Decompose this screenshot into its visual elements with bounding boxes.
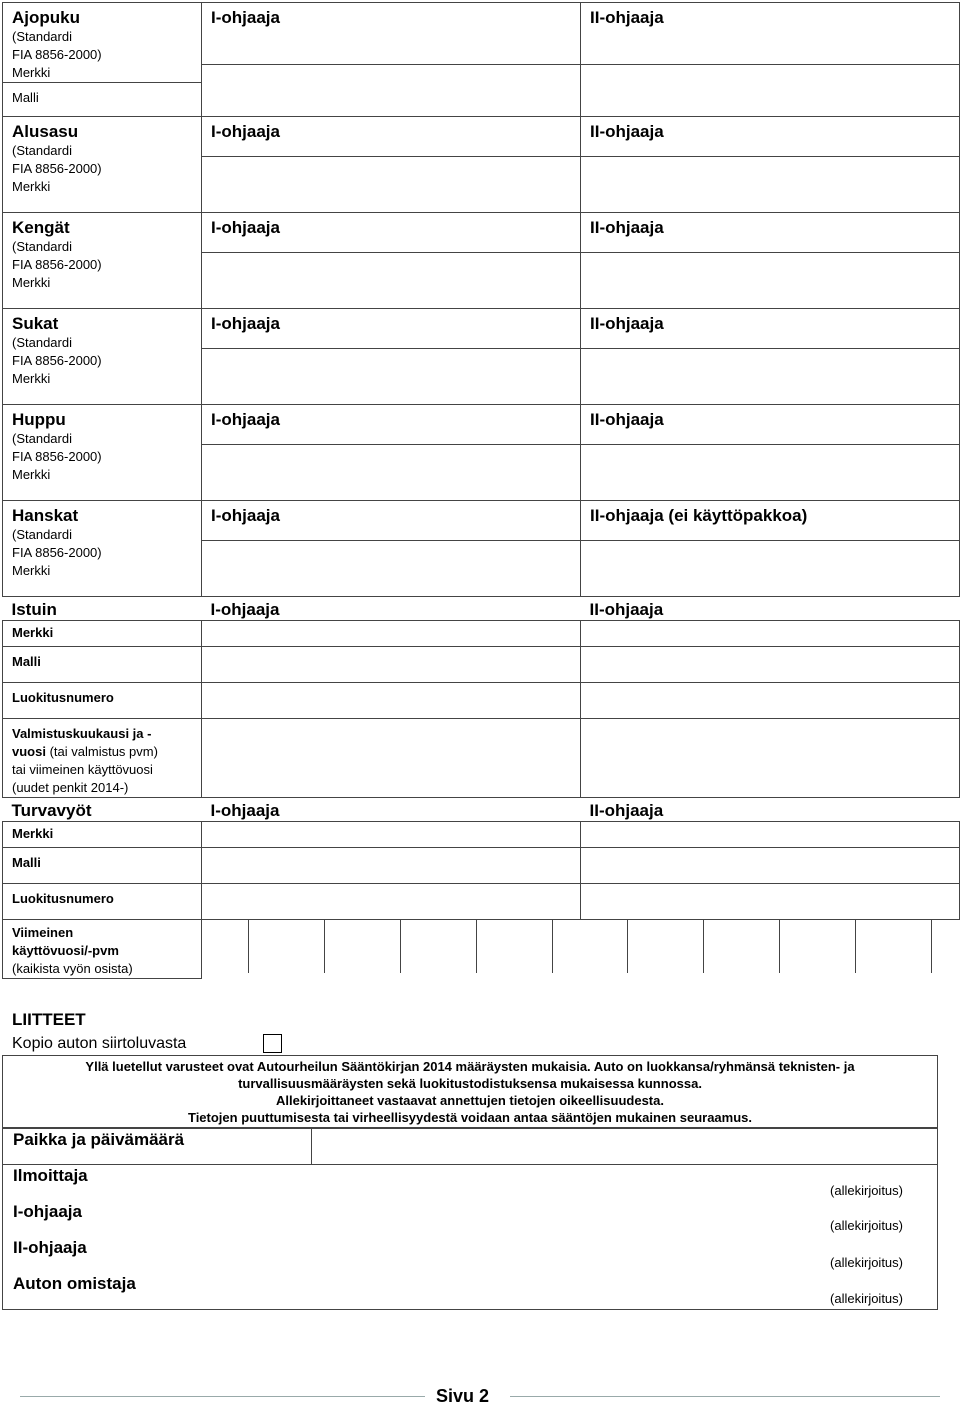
standard-line: FIA 8856-2000)	[12, 47, 102, 62]
seat-date-line: tai viimeinen käyttövuosi	[12, 762, 153, 777]
belts-model-label: Malli	[3, 848, 202, 884]
driver1-header: I-ohjaaja	[202, 798, 581, 822]
category-huppu	[3, 405, 202, 501]
driver1-header[interactable]: I-ohjaaja	[202, 117, 581, 157]
input-cell[interactable]	[202, 719, 581, 798]
input-cell[interactable]	[202, 253, 581, 309]
input-cell[interactable]	[581, 541, 960, 597]
signer-owner: Auton omistaja	[13, 1274, 136, 1293]
input-cell[interactable]	[581, 621, 960, 647]
input-cell[interactable]	[581, 65, 960, 117]
standard-line: (Standardi	[12, 431, 72, 446]
belt-expiry-box[interactable]	[248, 920, 324, 973]
driver2-header[interactable]: II-ohjaaja	[581, 213, 960, 253]
input-cell[interactable]	[581, 647, 960, 683]
input-cell[interactable]	[581, 253, 960, 309]
signature-field[interactable]: (allekirjoitus)	[830, 1291, 903, 1306]
category-name: Ajopuku	[12, 8, 80, 27]
seat-date-line: (tai valmistus pvm)	[45, 744, 158, 759]
input-cell[interactable]	[202, 445, 581, 501]
place-date-label: Paikka ja päivämäärä	[13, 1130, 185, 1149]
input-cell[interactable]	[202, 349, 581, 405]
declaration-notice	[2, 1055, 938, 1129]
category-ajopuku	[3, 3, 202, 83]
input-cell[interactable]	[202, 884, 581, 920]
divider	[3, 1164, 937, 1165]
page-footer	[0, 1386, 960, 1406]
brand-label: Merkki	[12, 371, 51, 386]
notice-line: Tietojen puuttumisesta tai virheellisyydestä voidaan antaa sääntöjen mukainen seuraamus.	[187, 1110, 752, 1125]
page-number: Sivu 2	[436, 1386, 490, 1406]
brand-label: Merkki	[12, 467, 51, 482]
driver2-header: II-ohjaaja	[581, 597, 960, 621]
attachment-copy-checkbox[interactable]	[263, 1034, 282, 1053]
seat-brand-label: Merkki	[3, 621, 202, 647]
input-cell[interactable]	[581, 719, 960, 798]
belts-brand-label: Merkki	[3, 822, 202, 848]
seat-date-line: (uudet penkit 2014-)	[12, 780, 129, 795]
attachments-title: LIITTEET	[12, 1010, 86, 1029]
input-cell[interactable]	[581, 884, 960, 920]
input-cell[interactable]	[202, 822, 581, 848]
driver1-header[interactable]: I-ohjaaja	[202, 501, 581, 541]
input-cell[interactable]	[581, 683, 960, 719]
signer-driver1: I-ohjaaja	[13, 1202, 82, 1221]
seat-model-label: Malli	[3, 647, 202, 683]
input-cell[interactable]	[202, 683, 581, 719]
category-sukat	[3, 309, 202, 405]
input-cell[interactable]	[202, 647, 581, 683]
input-cell[interactable]	[202, 157, 581, 213]
signature-field[interactable]: (allekirjoitus)	[830, 1218, 903, 1233]
brand-label: Merkki	[12, 563, 51, 578]
notice-line: turvallisuusmääräysten sekä luokitustodistuksensa mukaisessa kunnossa.	[238, 1076, 702, 1091]
input-cell[interactable]	[202, 65, 581, 117]
input-cell[interactable]	[581, 848, 960, 884]
driver2-header[interactable]: II-ohjaaja	[581, 309, 960, 349]
place-date-field[interactable]	[311, 1128, 938, 1164]
driver2-header[interactable]: II-ohjaaja	[581, 117, 960, 157]
signature-field[interactable]: (allekirjoitus)	[830, 1183, 903, 1198]
belts-expiry-line: käyttövuosi/-pvm	[12, 943, 119, 958]
input-cell[interactable]	[581, 445, 960, 501]
input-cell[interactable]	[202, 848, 581, 884]
seat-date-line: vuosi	[12, 744, 46, 759]
brand-label: Merkki	[12, 65, 51, 80]
category-name: Sukat	[12, 314, 59, 333]
belt-expiry-box[interactable]	[400, 920, 476, 973]
category-name: Alusasu	[12, 122, 79, 141]
driver1-header: I-ohjaaja	[202, 597, 581, 621]
driver2-gloves-header[interactable]: II-ohjaaja (ei käyttöpakkoa)	[581, 501, 960, 541]
driver1-header[interactable]: I-ohjaaja	[202, 3, 581, 65]
standard-line: (Standardi	[12, 239, 72, 254]
driver2-header: II-ohjaaja	[581, 798, 960, 822]
seat-title: Istuin	[3, 597, 202, 621]
footer-rule	[510, 1396, 940, 1397]
standard-line: FIA 8856-2000)	[12, 353, 102, 368]
input-cell[interactable]	[581, 349, 960, 405]
belt-expiry-boxes	[202, 920, 960, 979]
belts-title: Turvavyöt	[3, 798, 202, 822]
category-name: Huppu	[12, 410, 66, 429]
brand-label: Merkki	[12, 275, 51, 290]
belt-expiry-box[interactable]	[552, 920, 628, 973]
standard-line: FIA 8856-2000)	[12, 545, 102, 560]
input-cell[interactable]	[581, 822, 960, 848]
belts-expiry-line: Viimeinen	[12, 925, 74, 940]
standard-line: (Standardi	[12, 143, 72, 158]
standard-line: FIA 8856-2000)	[12, 449, 102, 464]
belts-expiry-label	[3, 920, 202, 979]
brand-label: Merkki	[12, 179, 51, 194]
input-cell[interactable]	[581, 157, 960, 213]
driver2-header[interactable]: II-ohjaaja	[581, 405, 960, 445]
belts-expiry-line: (kaikista vyön osista)	[12, 961, 133, 976]
standard-line: FIA 8856-2000)	[12, 161, 102, 176]
seat-date-line: Valmistuskuukausi ja -	[12, 726, 152, 741]
driver1-header[interactable]: I-ohjaaja	[202, 309, 581, 349]
standard-line: FIA 8856-2000)	[12, 257, 102, 272]
attachment-copy-label: Kopio auton siirtoluvasta	[12, 1035, 187, 1052]
footer-rule	[20, 1396, 425, 1397]
equipment-form-table	[2, 2, 960, 979]
signature-field[interactable]: (allekirjoitus)	[830, 1255, 903, 1270]
input-cell[interactable]	[202, 621, 581, 647]
driver1-header[interactable]: I-ohjaaja	[202, 213, 581, 253]
category-hanskat	[3, 501, 202, 597]
belt-expiry-box[interactable]	[855, 920, 932, 973]
signer-driver2: II-ohjaaja	[13, 1238, 87, 1257]
category-alusasu	[3, 117, 202, 213]
belt-expiry-box[interactable]	[324, 920, 400, 973]
belt-expiry-box[interactable]	[703, 920, 779, 973]
belt-expiry-box[interactable]	[476, 920, 552, 973]
seat-date-label	[3, 719, 202, 798]
model-label: Malli	[3, 83, 202, 117]
category-name: Hanskat	[12, 506, 79, 525]
standard-line: (Standardi	[12, 335, 72, 350]
driver2-header[interactable]: II-ohjaaja	[581, 3, 960, 65]
belt-expiry-box[interactable]	[627, 920, 703, 973]
notice-line: Yllä luetellut varusteet ovat Autourheilun Sääntökirjan 2014 määräysten mukaisia. Auto on luokkansa/ryhmänsä teknisten- ja	[85, 1059, 855, 1074]
input-cell[interactable]	[202, 541, 581, 597]
driver1-header[interactable]: I-ohjaaja	[202, 405, 581, 445]
category-name: Kengät	[12, 218, 70, 237]
signer-reporter: Ilmoittaja	[13, 1166, 88, 1185]
seat-homologation-label: Luokitusnumero	[3, 683, 202, 719]
signature-section	[2, 1127, 938, 1310]
belts-homologation-label: Luokitusnumero	[3, 884, 202, 920]
standard-line: (Standardi	[12, 527, 72, 542]
belt-expiry-box[interactable]	[779, 920, 855, 973]
notice-line: Allekirjoittaneet vastaavat annettujen tietojen oikeellisuudesta.	[276, 1093, 664, 1108]
category-kengat	[3, 213, 202, 309]
standard-line: (Standardi	[12, 29, 72, 44]
